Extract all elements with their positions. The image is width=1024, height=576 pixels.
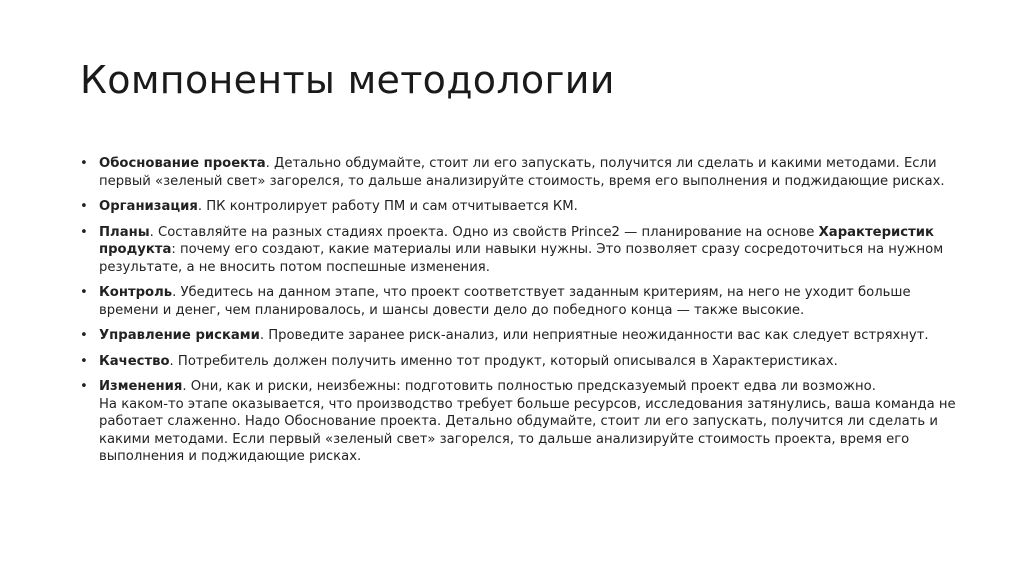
bullet-icon: •: [80, 156, 88, 171]
list-item-quality: [80, 353, 960, 371]
list-item-changes: [80, 378, 960, 466]
bullet-icon: •: [80, 353, 88, 369]
item-text: . Детально обдумайте, стоит ли его запускать, получится ли сделать и какими методами. Если первый «зеленый свет» загорелся, то дальше анализируйте стоимость, время его выполнения и поджидающие рисках.: [99, 156, 945, 189]
methodology-list: [80, 155, 960, 474]
item-term: Изменения: [99, 379, 183, 394]
slide-title: Компоненты методологии: [80, 58, 615, 102]
list-item-plans: [80, 224, 960, 277]
list-item-risk-management: [80, 327, 960, 345]
bullet-icon: •: [80, 224, 88, 240]
item-text: . Убедитесь на данном этапе, что проект соответствует заданным критериям, на него не уходит больше времени и денег, чем планировалось, и шансы довести дело до победного конца — также высокие.: [99, 285, 911, 318]
list-item-control: [80, 284, 960, 319]
item-term: Обоснование проекта: [99, 156, 266, 171]
bullet-icon: •: [80, 379, 88, 394]
list-item-organization: [80, 198, 960, 216]
item-term: Организация: [99, 199, 198, 214]
item-text-continued: : почему его создают, какие материалы или навыки нужны. Это позволяет сразу сосредоточиться на нужном результате, а не вносить потом поспешные изменения.: [99, 242, 944, 275]
bullet-icon: •: [80, 285, 88, 300]
item-text-continued: На каком-то этапе оказывается, что производство требует больше ресурсов, исследования затянулись, ваша команда не работает слаженно. Надо Обоснование проекта. Детально обдумайте, стоит ли его запускать, получится ли сделать и какими методами. Если первый «зеленый свет» загорелся, то дальше анализируйте стоимость проекта, время его выполнения и поджидающие рисках.: [99, 396, 956, 464]
bullet-icon: •: [80, 199, 88, 214]
item-text: . ПК контролирует работу ПМ и сам отчитывается КМ.: [197, 199, 578, 214]
item-term: Контроль: [99, 285, 173, 300]
list-item-justification: [80, 155, 960, 190]
item-term: Качество: [99, 353, 170, 369]
item-term: Управление рисками: [99, 328, 260, 343]
item-text: . Потребитель должен получить именно тот продукт, который описывался в Характеристиках.: [169, 353, 838, 369]
item-term: Планы: [99, 224, 150, 240]
item-term-secondary: Характеристик продукта: [99, 224, 934, 257]
item-text: . Они, как и риски, неизбежны: подготовить полностью предсказуемый проект едва ли возможно.: [182, 379, 876, 394]
bullet-icon: •: [80, 328, 88, 343]
item-text: . Проведите заранее риск-анализ, или неприятные неожиданности вас как следует встряхнут.: [259, 328, 929, 343]
item-text: . Составляйте на разных стадиях проекта. Одно из свойств Prince2 — планирование на основе: [149, 224, 819, 240]
